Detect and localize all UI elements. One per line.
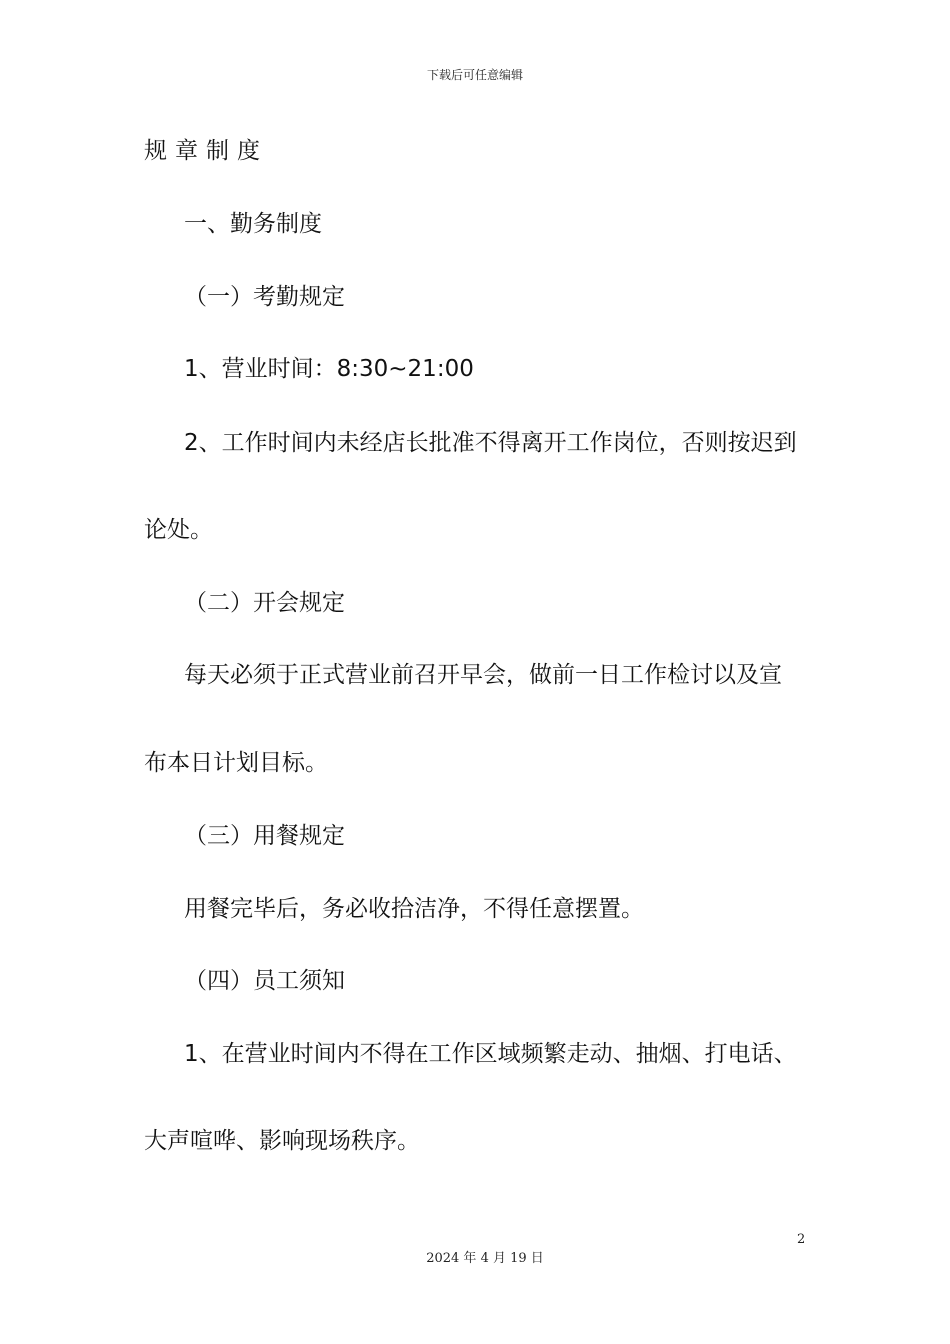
subsection-heading: （一）考勤规定 — [184, 284, 345, 310]
paragraph-line: 论处。 — [144, 517, 213, 543]
document-title: 规章制度 — [144, 138, 268, 164]
paragraph-line: 每天必须于正式营业前召开早会，做前一日工作检讨以及宣 — [184, 662, 782, 688]
footer-date: 2024 年 4 月 19 日 — [426, 1251, 544, 1266]
section-heading: 一、勤务制度 — [184, 211, 322, 237]
paragraph-line: 大声喧哗、影响现场秩序。 — [144, 1128, 420, 1154]
subsection-heading: （三）用餐规定 — [184, 823, 345, 849]
paragraph-line: 1、在营业时间内不得在工作区域频繁走动、抽烟、打电话、 — [184, 1041, 797, 1067]
paragraph-line: 用餐完毕后，务必收拾洁净，不得任意摆置。 — [184, 896, 644, 922]
page-number: 2 — [797, 1232, 806, 1247]
subsection-heading: （二）开会规定 — [184, 590, 345, 616]
header-note: 下载后可任意编辑 — [426, 68, 523, 82]
subsection-heading: （四）员工须知 — [184, 968, 345, 994]
paragraph-line: 1、营业时间：8:30~21:00 — [184, 356, 474, 382]
paragraph-line: 布本日计划目标。 — [144, 750, 328, 776]
paragraph-line: 2、工作时间内未经店长批准不得离开工作岗位，否则按迟到 — [184, 430, 797, 456]
